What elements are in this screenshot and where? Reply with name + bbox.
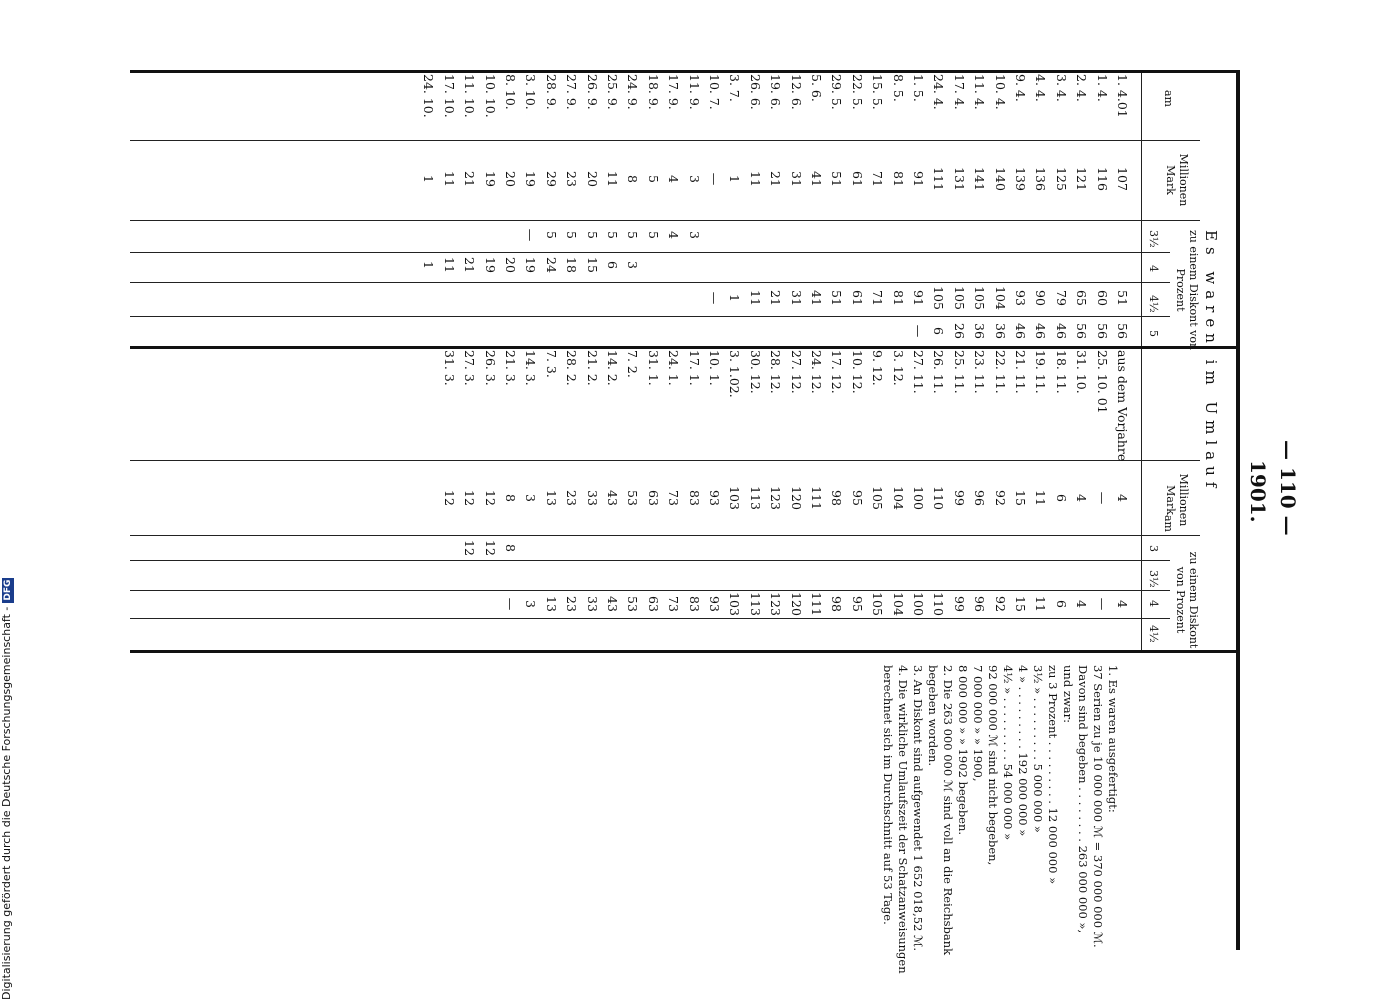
row-rate-5: 36 [992,323,1008,339]
row-rate-r4: 123 [768,592,784,616]
header-am: am [1162,90,1175,107]
row-millionen: 19 [523,171,539,187]
row-millionen-right: 113 [747,486,763,510]
footnote-line: 8 000 000 » » 1902 begeben. [956,665,970,836]
row-millionen-right: 33 [584,490,600,506]
row-rate-5: 56 [1074,323,1090,339]
row-rate-4: 11 [441,257,457,273]
table-main-header: Es waren im Umlauf [1202,230,1220,494]
row-rate-5: 46 [1053,323,1069,339]
row-rate-45: 105 [972,286,988,310]
dfg-logo: DFG [3,579,13,601]
row-date-right: 26. 3. [482,350,498,386]
row-millionen: 11 [747,171,763,187]
header-millionen-right: Millionen Mark [1164,473,1190,527]
row-date: 17. 10. [441,74,457,118]
row-rate-45: 61 [849,290,865,306]
rule [130,70,1240,73]
row-millionen: 116 [1094,167,1110,191]
row-rate-r4: 96 [972,596,988,612]
row-rate-r4: 53 [625,596,641,612]
rate-header-r4: 4 [1147,600,1160,607]
rotated-page [80,40,1300,980]
row-rate-r4: 4 [1115,600,1130,608]
row-rate-5: 46 [1033,323,1049,339]
row-rate-5: 56 [1094,323,1110,339]
row-date-right: 21. 11. [1013,350,1028,394]
row-date: 24. 9. [625,74,641,110]
row-millionen-right: 3 [523,494,539,502]
row-rate-45: 93 [1013,290,1028,306]
row-date: 3. 7. [727,74,743,102]
row-rate-r4: — [503,597,518,611]
row-rate-r4: 93 [707,596,722,612]
row-rate-5: 46 [1013,323,1028,339]
row-millionen-right: 4 [1074,494,1090,502]
row-rate-r3: 8 [503,544,518,552]
row-rate-45: 90 [1033,290,1049,306]
rate-header-r3: 3 [1147,545,1160,552]
row-millionen-right: 92 [992,490,1008,506]
row-date-right: 3. 12. [890,350,906,386]
row-rate-r4: 43 [605,596,620,612]
rate-header-45: 4½ [1147,295,1160,313]
row-date-right: 23. 11. [972,350,988,394]
row-rate-45: 71 [870,290,886,306]
row-date: 10. 10. [482,74,498,118]
row-millionen-right: 123 [768,486,784,510]
row-rate-45: 51 [1115,290,1130,306]
row-rate-4: 1 [421,261,437,269]
funding-note-text: Digitalisierung gefördert durch die Deutsche Forschungsgemeinschaft - [0,606,13,1000]
row-date: 17. 9. [666,74,682,110]
row-date: 9. 4. [1013,74,1028,102]
row-millionen: — [707,172,722,186]
row-date: 24. 10. [421,74,437,118]
row-rate-r4: 4 [1074,600,1090,608]
row-millionen-right: 6 [1053,494,1069,502]
row-rate-4: 24 [543,257,559,273]
footnote-line: 37 Serien zu je 10 000 000 ℳ = 370 000 000 ℳ. [1091,665,1105,948]
row-date-right: 14. 3. [523,350,539,386]
row-millionen-right: 105 [870,486,886,510]
row-millionen-right: 13 [543,490,559,506]
row-millionen: 136 [1033,167,1049,191]
row-date-right: 27. 11. [911,350,926,394]
footnote-line: 3½ » . . . . . . . . . 5 000 000 » [1031,665,1045,833]
row-date: 17. 4. [951,74,967,110]
row-date-right: 17. 12. [829,350,845,394]
top-rule [1236,70,1240,950]
row-millionen: 41 [809,171,824,187]
footnote-line: 1. Es waren ausgefertigt: [1106,665,1120,813]
row-date-right: 26. 11. [931,350,947,394]
row-rate-r4: 120 [788,592,804,616]
row-rate-45: 81 [890,290,906,306]
row-rate-r4: 6 [1053,600,1069,608]
row-rate-4: 18 [564,257,580,273]
row-rate-4: 19 [523,257,539,273]
row-millionen: 71 [870,171,886,187]
left-table-body [410,74,1130,346]
header-discount-left: zu einem Diskont von Prozent [1174,229,1200,351]
row-rate-35: 5 [564,231,580,239]
row-date-right: 19. 11. [1033,350,1049,394]
row-date-right: 7. 3. [543,350,559,378]
row-date-right: 30. 12. [747,350,763,394]
row-date: 3. 4. [1053,74,1069,102]
row-date: 10. 4. [992,74,1008,110]
row-rate-r4: 73 [666,596,682,612]
row-date: 1. 4. [1094,74,1110,102]
row-date: 3. 10. [523,74,539,110]
row-date-right: 14. 2. [605,350,620,386]
row-date-right: 31. 3. [441,350,457,386]
row-date: 8. 5. [890,74,906,102]
row-millionen-right: 53 [625,490,641,506]
row-rate-45: 21 [768,290,784,306]
row-rate-r4: 3 [523,600,539,608]
row-millionen: 121 [1074,167,1090,191]
footnote-line: Davon sind begeben . . . . . . . . 263 000 000 », [1076,665,1090,934]
row-rate-35: 4 [666,231,682,239]
row-millionen: 111 [931,167,947,191]
row-millionen-right: 110 [931,486,947,510]
row-millionen: 21 [462,171,478,187]
row-date: 18. 9. [645,74,661,110]
row-rate-45: 41 [809,290,824,306]
year-heading: 1901. [1246,460,1270,523]
row-millionen-right: 43 [605,490,620,506]
row-rate-r4: 103 [727,592,743,616]
row-rate-35: 5 [543,231,559,239]
row-millionen-right: 12 [482,490,498,506]
row-date-right: aus dem Vorjahre [1115,350,1130,462]
row-rate-r4: 111 [809,592,824,616]
row-rate-35: 5 [605,231,620,239]
row-rate-r4: 23 [564,596,580,612]
row-rate-4: 3 [625,261,641,269]
rate-header-5: 5 [1147,330,1160,337]
row-rate-35: 3 [686,231,702,239]
header-millionen: Millionen Mark [1164,153,1190,207]
row-millionen: 29 [543,171,559,187]
row-rate-r3: 12 [482,540,498,556]
row-rate-45: 60 [1094,290,1110,306]
row-millionen: 51 [829,171,845,187]
row-rate-r4: 83 [686,596,702,612]
row-date: 1. 4.01 [1115,74,1130,118]
row-date-right: 22. 11. [992,350,1008,394]
row-millionen: 3 [686,175,702,183]
row-date-right: 17. 1. [686,350,702,386]
row-rate-45: 65 [1074,290,1090,306]
row-millionen: 31 [788,171,804,187]
header-discount-right: zu einem Diskont von Prozent [1174,551,1200,649]
row-millionen: 5 [645,175,661,183]
footnote-line: 4. Die wirkliche Umlaufszeit der Schatzanweisungen [896,665,910,974]
row-date-right: 9. 12. [870,350,886,386]
row-rate-5: 26 [951,323,967,339]
row-rate-r4: 100 [911,592,926,616]
row-millionen-right: 104 [890,486,906,510]
rate-header-4: 4 [1147,265,1160,272]
row-date-right: 18. 11. [1053,350,1069,394]
row-date: 26. 6. [747,74,763,110]
row-rate-35: 5 [625,231,641,239]
row-millionen: 23 [564,171,580,187]
row-date-right: 28. 2. [564,350,580,386]
row-rate-r4: 63 [645,596,661,612]
row-rate-r4: 104 [890,592,906,616]
rate-header-r35: 3½ [1147,570,1160,588]
row-date: 12. 6. [788,74,804,110]
row-rate-5: 36 [972,323,988,339]
row-rate-r4: 99 [951,596,967,612]
row-millionen: 81 [890,171,906,187]
row-date: 11. 10. [462,74,478,118]
footnotes [880,665,1120,974]
header-am-right: am [1162,515,1175,532]
row-millionen-right: 12 [462,490,478,506]
row-millionen-right: 103 [727,486,743,510]
row-rate-r4: 105 [870,592,886,616]
row-rate-45: 104 [992,286,1008,310]
row-date: 26. 9. [584,74,600,110]
row-rate-r4: 110 [931,592,947,616]
row-millionen-right: 73 [666,490,682,506]
row-date-right: 28. 12. [768,350,784,394]
row-rate-45: 105 [951,286,967,310]
row-rate-4: 20 [503,257,518,273]
footnote-line: 4½ » . . . . . . . . . 54 000 000 » [1001,665,1015,841]
row-rate-4: 15 [584,257,600,273]
row-rate-4: 6 [605,261,620,269]
row-rate-45: — [707,291,722,305]
row-rate-r4: 98 [829,596,845,612]
row-millionen-right: 96 [972,490,988,506]
footnote-line: 92 000 000 ℳ sind nicht begeben, [986,665,1000,866]
row-date-right: 31. 1. [645,350,661,386]
row-millionen-right: 95 [849,490,865,506]
footnote-line: 3. An Diskont sind aufgewendet 1 652 018,52 ℳ. [911,665,925,951]
row-millionen: 139 [1013,167,1028,191]
footnote-line: 4 » . . . . . . . . . 192 000 000 » [1016,665,1030,837]
row-date-right: 27. 3. [462,350,478,386]
row-rate-5: — [911,324,926,338]
footnote-line: 2. Die 263 000 000 ℳ sind voll an die Reichsbank [941,665,955,956]
row-date: 11. 9. [686,74,702,110]
row-date-right: 31. 10. [1074,350,1090,394]
rule [130,650,1240,653]
row-date-right: 25. 10. 01 [1094,350,1110,414]
row-rate-45: 1 [727,294,743,302]
row-date-right: 27. 12. [788,350,804,394]
row-date: 19. 6. [768,74,784,110]
row-rate-45: 91 [911,290,926,306]
row-date: 11. 4. [972,74,988,110]
row-date: 27. 9. [564,74,580,110]
row-millionen-right: 23 [564,490,580,506]
row-date: 15. 5. [870,74,886,110]
row-millionen: 19 [482,171,498,187]
row-millionen-right: 8 [503,494,518,502]
row-rate-5: 56 [1115,323,1130,339]
row-rate-45: 79 [1053,290,1069,306]
row-millionen-right: 83 [686,490,702,506]
footnote-line: 7 000 000 » » 1900, [971,665,985,782]
row-millionen: 1 [727,175,743,183]
footnote-line: und zwar: [1061,665,1075,723]
funding-note [0,578,14,1000]
row-date-right: 21. 2. [584,350,600,386]
right-table-body [430,350,1130,650]
row-millionen: 107 [1115,167,1130,191]
row-date: 29. 5. [829,74,845,110]
row-millionen: 1 [421,175,437,183]
row-millionen-right: 12 [441,490,457,506]
row-millionen-right: 4 [1115,494,1130,502]
row-date-right: 7. 2. [625,350,641,378]
row-millionen-right: 100 [911,486,926,510]
row-rate-4: 19 [482,257,498,273]
row-millionen: 61 [849,171,865,187]
row-rate-r3: 12 [462,540,478,556]
row-millionen-right: 11 [1033,490,1049,506]
row-millionen: 21 [768,171,784,187]
page-number: — 110 — [1276,440,1300,536]
row-rate-r4: 11 [1033,596,1049,612]
row-date: 28. 9. [543,74,559,110]
row-date: 5. 6. [809,74,824,102]
row-rate-5: 6 [931,327,947,335]
row-rate-r4: 95 [849,596,865,612]
row-millionen-right: 63 [645,490,661,506]
row-date-right: 24. 1. [666,350,682,386]
row-millionen-right: 111 [809,486,824,510]
row-rate-35: 5 [645,231,661,239]
row-millionen-right: 93 [707,490,722,506]
row-millionen: 8 [625,175,641,183]
row-millionen-right: 98 [829,490,845,506]
row-millionen: 125 [1053,167,1069,191]
footnote-line: berechnet sich im Durchschnitt auf 53 Tage. [881,665,895,925]
row-date: 4. 4. [1033,74,1049,102]
row-rate-45: 31 [788,290,804,306]
row-millionen: 4 [666,175,682,183]
row-rate-r4: 92 [992,596,1008,612]
row-millionen: 20 [503,171,518,187]
row-millionen-right: 120 [788,486,804,510]
row-date-right: 24. 12. [809,350,824,394]
row-rate-r4: 13 [543,596,559,612]
row-millionen: 20 [584,171,600,187]
row-date: 10. 7. [707,74,722,110]
row-date: 2. 4. [1074,74,1090,102]
row-millionen-right: 15 [1013,490,1028,506]
row-rate-35: — [523,228,539,242]
row-date-right: 10. 12. [849,350,865,394]
row-rate-45: 11 [747,290,763,306]
row-date: 22. 5. [849,74,865,110]
row-millionen-right: — [1094,491,1110,505]
row-millionen: 131 [951,167,967,191]
row-rate-r4: 113 [747,592,763,616]
row-millionen: 91 [911,171,926,187]
row-rate-r4: 15 [1013,596,1028,612]
header-rule [1141,70,1142,650]
rate-header-35: 3½ [1147,230,1160,248]
row-millionen: 11 [605,171,620,187]
row-rate-r4: 33 [584,596,600,612]
row-date-right: 25. 11. [951,350,967,394]
row-date: 1. 5. [911,74,926,102]
footnote-line: begeben worden. [926,665,940,767]
row-date: 25. 9. [605,74,620,110]
row-millionen: 141 [972,167,988,191]
footnote-line: zu 3 Prozent . . . . . . . . . 12 000 000 » [1046,665,1060,885]
rate-header-r45: 4½ [1147,625,1160,643]
row-millionen: 140 [992,167,1008,191]
row-rate-35: 5 [584,231,600,239]
row-millionen-right: 99 [951,490,967,506]
row-rate-45: 51 [829,290,845,306]
row-millionen: 11 [441,171,457,187]
row-date: 24. 4. [931,74,947,110]
row-date-right: 10. 1. [707,350,722,386]
row-rate-4: 21 [462,257,478,273]
row-rate-r4: — [1094,597,1110,611]
row-rate-45: 105 [931,286,947,310]
row-date-right: 3. 1.02. [727,350,743,398]
rule [130,346,1240,349]
row-date-right: 21. 3. [503,350,518,386]
row-date: 8. 10. [503,74,518,110]
